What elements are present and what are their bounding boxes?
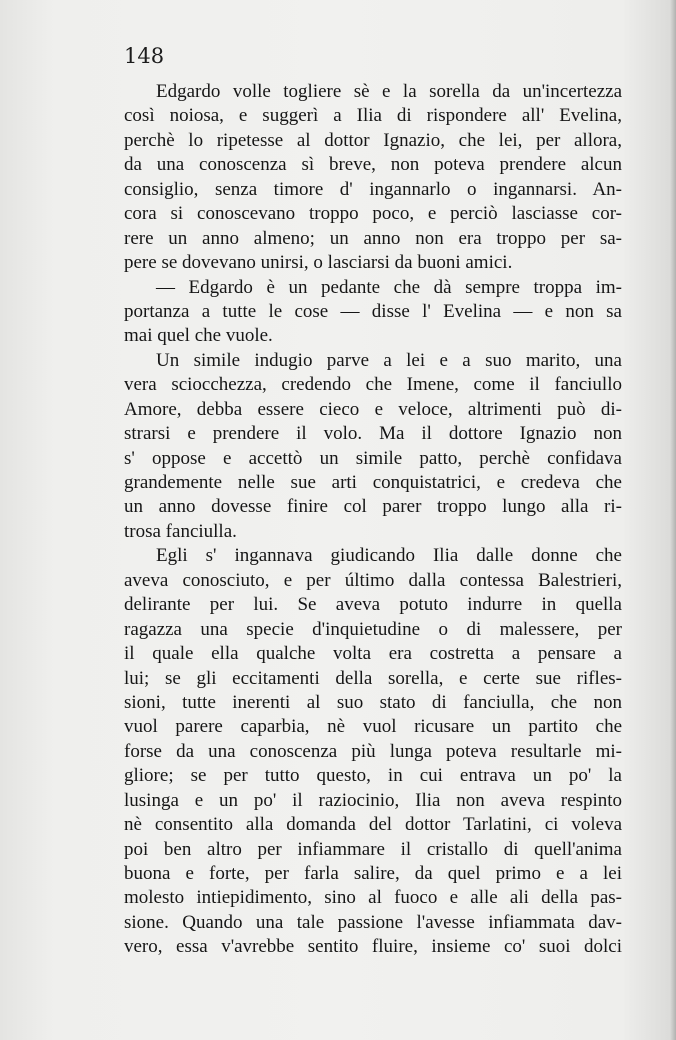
- text-line: gliore; se per tutto questo, in cui entrava un po' la: [124, 765, 622, 787]
- text-line: vero, essa v'avrebbe sentito fluire, insieme co' suoi dolci: [124, 936, 622, 958]
- text-line: sioni, tutte inerenti al suo stato di fanciulla, che non: [124, 691, 622, 713]
- text-line: perchè lo ripetesse al dottor Ignazio, che lei, per allora,: [124, 129, 622, 151]
- text-line: vera sciocchezza, credendo che Imene, come il fanciullo: [124, 374, 622, 396]
- text-line: così noiosa, e suggerì a Ilia di rispondere all' Evelina,: [124, 105, 622, 127]
- text-line: mai quel che vuole.: [124, 325, 273, 347]
- text-line: vuol parere caparbia, nè vuol ricusare un partito che: [124, 716, 622, 738]
- text-line: poi ben altro per infiammare il cristallo di quell'anima: [124, 838, 622, 860]
- text-line: lui; se gli eccitamenti della sorella, e certe sue rifles-: [124, 667, 622, 689]
- text-line: molesto intiepidimento, sino al fuoco e alle ali della pas-: [124, 887, 622, 909]
- text-line: grandemente nelle sue arti conquistatrici, e credeva che: [124, 472, 622, 493]
- text-line: strarsi e prendere il volo. Ma il dottore Ignazio non: [124, 423, 622, 445]
- text-line: Egli s' ingannava giudicando Ilia dalle donne che: [156, 545, 622, 567]
- text-line: buona e forte, per farla salire, da quel primo e a lei: [124, 863, 622, 884]
- text-line: un anno dovesse finire col parer troppo lungo alla ri-: [124, 496, 622, 518]
- text-line: trosa fanciulla.: [124, 520, 237, 542]
- text-line: il quale ella qualche volta era costretta a pensare a: [124, 643, 622, 665]
- text-line: ragazza una specie d'inquietudine o di malessere, per: [124, 618, 622, 640]
- page-edge-shadow: [670, 0, 676, 1040]
- text-line: sione. Quando una tale passione l'avesse infiammata dav-: [124, 911, 622, 933]
- body-text: [124, 80, 622, 960]
- text-line: rere un anno almeno; un anno non era troppo per sa-: [124, 227, 622, 249]
- text-line: cora si conoscevano troppo poco, e perciò lasciasse cor-: [124, 203, 622, 225]
- text-line: consiglio, senza timore d' ingannarlo o ingannarsi. An-: [124, 178, 622, 200]
- text-line: forse da una conoscenza più lunga poteva resultarle mi-: [124, 740, 622, 762]
- text-line: pere se dovevano unirsi, o lasciarsi da buoni amici.: [124, 252, 513, 274]
- text-line: nè consentito alla domanda del dottor Tarlatini, ci voleva: [124, 814, 622, 836]
- text-line: s' oppose e accettò un simile patto, perchè confidava: [124, 447, 622, 469]
- text-line: da una conoscenza sì breve, non poteva prendere alcun: [124, 154, 622, 176]
- text-line: portanza a tutte le cose — disse l' Evelina — e non sa: [124, 300, 622, 322]
- text-line: lusinga e un po' il raziocinio, Ilia non aveva respinto: [124, 789, 622, 811]
- text-line: Un simile indugio parve a lei e a suo marito, una: [156, 349, 622, 371]
- text-line: delirante per lui. Se aveva potuto indurre in quella: [124, 594, 622, 616]
- text-line: Amore, debba essere cieco e veloce, altrimenti può di-: [124, 398, 622, 420]
- text-line: aveva conosciuto, e per último dalla contessa Balestrieri,: [124, 569, 622, 591]
- page-number: 148: [124, 44, 165, 68]
- text-line: Edgardo volle togliere sè e la sorella da un'incertezza: [156, 81, 622, 102]
- text-line: — Edgardo è un pedante che dà sempre troppa im-: [156, 276, 622, 298]
